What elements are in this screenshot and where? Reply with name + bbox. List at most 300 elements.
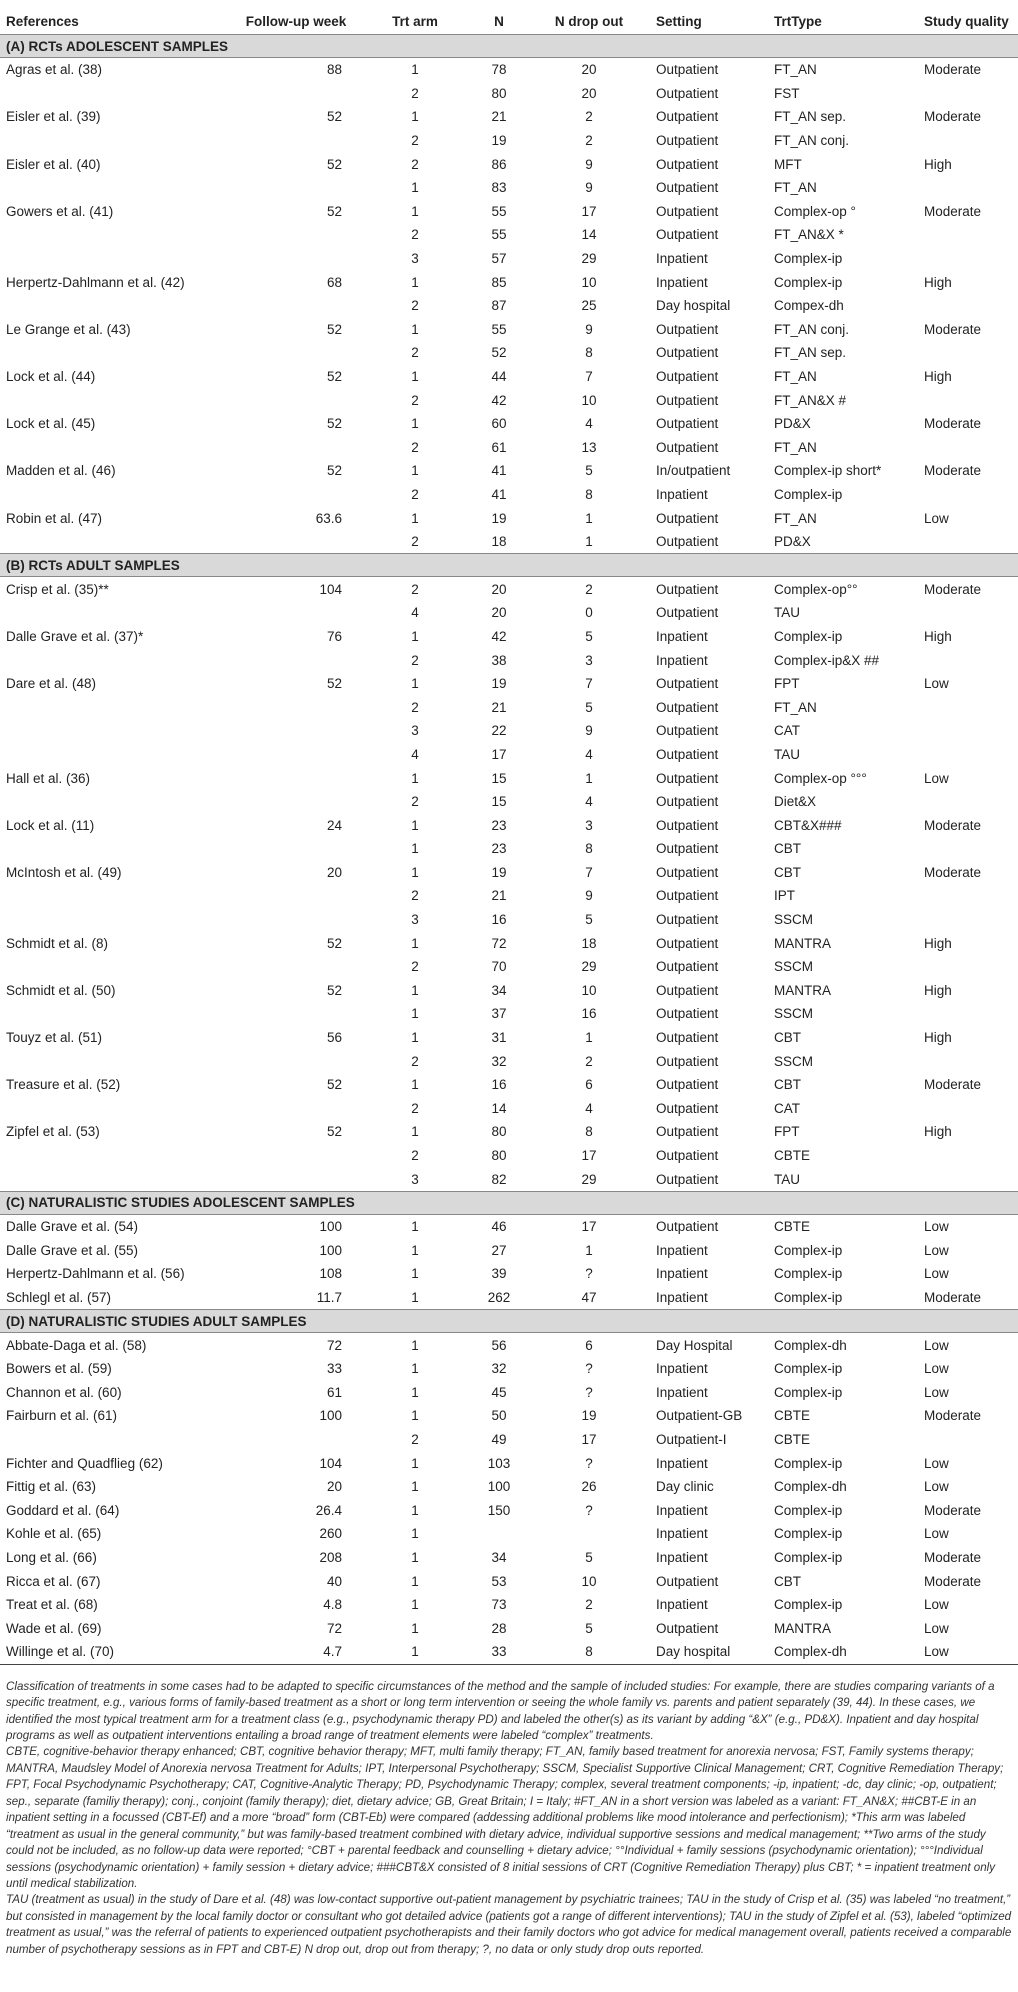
- cell-follow-up-week: 61: [326, 1384, 342, 1400]
- cell-setting: Outpatient: [656, 1100, 719, 1116]
- cell-reference: Bowers et al. (59): [6, 1361, 112, 1377]
- cell-trt-arm: 2: [411, 888, 419, 904]
- cell-setting: Outpatient: [656, 1573, 719, 1589]
- cell-reference: Fittig et al. (63): [6, 1479, 97, 1495]
- cell-reference: Kohle et al. (65): [6, 1526, 102, 1542]
- table-row: [0, 1593, 1018, 1617]
- cell-trttype: Complex-ip: [774, 486, 843, 502]
- cell-n-drop-out: 9: [585, 321, 593, 337]
- table-row: [0, 1214, 1018, 1238]
- cell-n-drop-out: 8: [585, 1124, 593, 1140]
- table-row: [0, 1475, 1018, 1499]
- cell-trt-arm: 1: [411, 109, 419, 125]
- cell-study-quality: [918, 176, 1018, 200]
- cell-n: 19: [491, 133, 507, 149]
- cell-study-quality: High: [924, 1124, 952, 1140]
- cell-n: 262: [487, 1289, 511, 1305]
- cell-trttype: Complex-ip: [774, 251, 843, 267]
- cell-study-quality: [918, 483, 1018, 507]
- cell-trttype: FT_AN sep.: [774, 345, 847, 361]
- table-row: [0, 365, 1018, 389]
- cell-n: 14: [491, 1100, 507, 1116]
- cell-study-quality: Low: [924, 1361, 949, 1377]
- cell-trt-arm: 2: [411, 959, 419, 975]
- cell-study-quality: [918, 82, 1018, 106]
- cell-setting: Inpatient: [656, 1549, 708, 1565]
- cell-study-quality: [918, 129, 1018, 153]
- table-row: [0, 341, 1018, 365]
- cell-trt-arm: 1: [411, 1597, 419, 1613]
- cell-trt-arm: 2: [411, 581, 419, 597]
- cell-study-quality: Low: [924, 676, 949, 692]
- cell-trttype: PD&X: [774, 534, 811, 550]
- cell-setting: Outpatient: [656, 935, 719, 951]
- cell-reference: [0, 648, 232, 672]
- cell-follow-up-week: [232, 743, 360, 767]
- cell-follow-up-week: [232, 1167, 360, 1191]
- cell-follow-up-week: 52: [326, 109, 342, 125]
- cell-n: 39: [491, 1266, 507, 1282]
- cell-setting: Inpatient: [656, 1455, 708, 1471]
- cell-trt-arm: 2: [411, 439, 419, 455]
- cell-follow-up-week: [232, 1002, 360, 1026]
- cell-trttype: PD&X: [774, 416, 811, 432]
- cell-trttype: FPT: [774, 676, 800, 692]
- cell-follow-up-week: [232, 601, 360, 625]
- cell-n: 83: [491, 180, 507, 196]
- cell-trttype: FT_AN: [774, 180, 817, 196]
- table-row: [0, 318, 1018, 342]
- cell-n: 34: [491, 1549, 507, 1565]
- cell-n: 15: [491, 770, 507, 786]
- cell-n-drop-out: 29: [581, 1171, 597, 1187]
- cell-trt-arm: 1: [411, 676, 419, 692]
- cell-follow-up-week: [232, 483, 360, 507]
- cell-reference: Herpertz-Dahlmann et al. (56): [6, 1266, 185, 1282]
- cell-setting: Day clinic: [656, 1479, 714, 1495]
- table-footnotes: [0, 1665, 1018, 1959]
- table-row: [0, 270, 1018, 294]
- cell-trttype: Complex-dh: [774, 1479, 847, 1495]
- cell-n-drop-out: 18: [581, 935, 597, 951]
- cell-trt-arm: 1: [411, 982, 419, 998]
- cell-n-drop-out: 1: [585, 770, 593, 786]
- cell-trt-arm: 3: [411, 251, 419, 267]
- table-row: [0, 247, 1018, 271]
- cell-follow-up-week: 33: [326, 1361, 342, 1377]
- cell-trttype: SSCM: [774, 912, 814, 928]
- cell-study-quality: [918, 1428, 1018, 1452]
- cell-n: 100: [487, 1479, 511, 1495]
- cell-trt-arm: 1: [411, 180, 419, 196]
- cell-n: 32: [491, 1361, 507, 1377]
- cell-trt-arm: 3: [411, 723, 419, 739]
- cell-follow-up-week: [232, 908, 360, 932]
- cell-reference: Lock et al. (11): [6, 817, 95, 833]
- cell-follow-up-week: [232, 436, 360, 460]
- cell-reference: Crisp et al. (35)**: [6, 581, 109, 597]
- cell-trt-arm: 1: [411, 935, 419, 951]
- table-row: [0, 719, 1018, 743]
- cell-n: 31: [491, 1030, 507, 1046]
- cell-trttype: Complex-ip: [774, 1597, 843, 1613]
- cell-setting: Outpatient: [656, 1053, 719, 1069]
- header-study-quality: Study quality: [924, 13, 1009, 29]
- cell-study-quality: Low: [924, 770, 949, 786]
- cell-reference: Schmidt et al. (50): [6, 982, 116, 998]
- cell-reference: [0, 908, 232, 932]
- cell-trt-arm: 1: [411, 1242, 419, 1258]
- cell-reference: Abbate-Daga et al. (58): [6, 1337, 147, 1353]
- cell-trt-arm: 2: [411, 1431, 419, 1447]
- cell-n-drop-out: 2: [585, 1597, 593, 1613]
- cell-n: 41: [491, 486, 507, 502]
- cell-setting: Inpatient: [656, 1289, 708, 1305]
- header-row: [0, 8, 1018, 35]
- cell-follow-up-week: 26.4: [315, 1502, 342, 1518]
- cell-n-drop-out: 7: [585, 369, 593, 385]
- cell-study-quality: [918, 648, 1018, 672]
- cell-trttype: Complex-dh: [768, 1640, 918, 1664]
- cell-setting: Outpatient: [656, 1006, 719, 1022]
- cell-n: 70: [491, 959, 507, 975]
- cell-follow-up-week: 104: [319, 1455, 342, 1471]
- cell-study-quality: Low: [924, 1266, 949, 1282]
- cell-trt-arm: 1: [411, 1549, 419, 1565]
- cell-follow-up-week: 100: [319, 1242, 342, 1258]
- cell-n: 52: [491, 345, 507, 361]
- cell-setting: Outpatient: [656, 345, 719, 361]
- cell-n-drop-out: 3: [585, 652, 593, 668]
- cell-follow-up-week: 88: [326, 62, 342, 78]
- cell-trt-arm: 1: [411, 841, 419, 857]
- cell-n-drop-out: 2: [585, 109, 593, 125]
- cell-study-quality: High: [924, 628, 952, 644]
- header-setting: Setting: [656, 13, 702, 29]
- cell-trt-arm: 2: [411, 1148, 419, 1164]
- cell-n: 18: [491, 534, 507, 550]
- table-row: [0, 979, 1018, 1003]
- cell-reference: Willinge et al. (70): [0, 1640, 232, 1664]
- cell-follow-up-week: [232, 790, 360, 814]
- cell-n: 57: [491, 251, 507, 267]
- cell-study-quality: High: [924, 274, 952, 290]
- cell-reference: Lock et al. (44): [6, 369, 96, 385]
- cell-setting: Inpatient: [656, 1526, 708, 1542]
- table-row: [0, 1097, 1018, 1121]
- table-row: [0, 58, 1018, 82]
- cell-study-quality: [918, 695, 1018, 719]
- cell-n-drop-out: 1: [585, 510, 593, 526]
- cell-study-quality: Moderate: [924, 203, 982, 219]
- cell-n-drop-out: ?: [585, 1266, 593, 1282]
- cell-trttype: CBTE: [774, 1148, 811, 1164]
- cell-reference: [0, 1428, 232, 1452]
- cell-trt-arm: 2: [411, 298, 419, 314]
- cell-follow-up-week: 52: [326, 321, 342, 337]
- table-row: [0, 695, 1018, 719]
- cell-n: 49: [491, 1431, 507, 1447]
- cell-n: 17: [491, 746, 507, 762]
- cell-n-drop-out: [528, 1522, 650, 1546]
- cell-reference: [0, 294, 232, 318]
- cell-reference: [0, 601, 232, 625]
- cell-trt-arm: 1: [411, 463, 419, 479]
- cell-n: 72: [491, 935, 507, 951]
- cell-trttype: FT_AN: [774, 369, 817, 385]
- cell-n: 19: [491, 510, 507, 526]
- cell-setting: Outpatient: [656, 959, 719, 975]
- section-title: (A) RCTs ADOLESCENT SAMPLES: [0, 35, 1018, 58]
- cell-n-drop-out: 10: [581, 274, 597, 290]
- cell-trt-arm: 1: [411, 1289, 419, 1305]
- header-n: N: [494, 13, 504, 29]
- cell-trt-arm: 2: [411, 1100, 419, 1116]
- cell-n: 85: [491, 274, 507, 290]
- cell-setting: Inpatient: [656, 274, 708, 290]
- cell-reference: Hall et al. (36): [6, 770, 91, 786]
- cell-n-drop-out: 13: [581, 439, 597, 455]
- cell-follow-up-week: [232, 1144, 360, 1168]
- cell-n-drop-out: 17: [581, 1219, 597, 1235]
- cell-n: 21: [491, 699, 507, 715]
- cell-study-quality: Moderate: [924, 581, 982, 597]
- cell-n: 33: [470, 1640, 528, 1664]
- cell-trttype: SSCM: [774, 1053, 814, 1069]
- cell-reference: [0, 719, 232, 743]
- cell-n-drop-out: 4: [585, 746, 593, 762]
- table-row: [0, 1002, 1018, 1026]
- cell-trt-arm: 1: [360, 1640, 470, 1664]
- cell-trttype: FT_AN&X *: [774, 227, 844, 243]
- cell-setting: Outpatient: [656, 864, 719, 880]
- cell-n-drop-out: 29: [581, 959, 597, 975]
- cell-study-quality: [918, 223, 1018, 247]
- table-row: [0, 129, 1018, 153]
- cell-trttype: MFT: [774, 156, 802, 172]
- cell-n-drop-out: 19: [581, 1408, 597, 1424]
- cell-trt-arm: 4: [411, 605, 419, 621]
- cell-study-quality: High: [924, 935, 952, 951]
- cell-setting: Outpatient-GB: [656, 1408, 743, 1424]
- cell-trt-arm: 1: [411, 628, 419, 644]
- cell-setting: Outpatient: [656, 510, 719, 526]
- cell-n: 23: [491, 841, 507, 857]
- cell-reference: Agras et al. (38): [6, 62, 103, 78]
- cell-n: 20: [491, 581, 507, 597]
- cell-trt-arm: 1: [411, 203, 419, 219]
- cell-trttype: SSCM: [774, 959, 814, 975]
- cell-follow-up-week: 100: [319, 1408, 342, 1424]
- cell-n: 44: [491, 369, 507, 385]
- table-row: [0, 483, 1018, 507]
- cell-study-quality: [918, 1049, 1018, 1073]
- cell-follow-up-week: 52: [326, 156, 342, 172]
- table-row: [0, 1451, 1018, 1475]
- section-title: (B) RCTs ADULT SAMPLES: [0, 554, 1018, 577]
- cell-trttype: Diet&X: [774, 794, 817, 810]
- cell-setting: Outpatient: [656, 1077, 719, 1093]
- cell-n-drop-out: 20: [581, 62, 597, 78]
- cell-trttype: CBTE: [774, 1431, 811, 1447]
- cell-setting: Outpatient: [656, 369, 719, 385]
- table-row: [0, 82, 1018, 106]
- cell-setting: Outpatient: [656, 794, 719, 810]
- header-trttype: TrtType: [774, 13, 822, 29]
- cell-n-drop-out: 17: [581, 203, 597, 219]
- cell-reference: Fairburn et al. (61): [6, 1408, 118, 1424]
- cell-n: 46: [491, 1219, 507, 1235]
- cell-study-quality: Low: [924, 1526, 949, 1542]
- cell-trttype: FST: [774, 85, 800, 101]
- cell-n-drop-out: 9: [585, 723, 593, 739]
- cell-n-drop-out: 2: [585, 133, 593, 149]
- cell-study-quality: High: [924, 1030, 952, 1046]
- cell-reference: Channon et al. (60): [6, 1384, 122, 1400]
- cell-trt-arm: 2: [411, 345, 419, 361]
- cell-reference: Le Grange et al. (43): [6, 321, 131, 337]
- table-row: [0, 1428, 1018, 1452]
- cell-trt-arm: 1: [411, 274, 419, 290]
- cell-trt-arm: 1: [411, 1620, 419, 1636]
- cell-reference: Treat et al. (68): [6, 1597, 98, 1613]
- cell-n-drop-out: ?: [585, 1361, 593, 1377]
- cell-reference: Treasure et al. (52): [6, 1077, 121, 1093]
- cell-n: 78: [491, 62, 507, 78]
- cell-n-drop-out: 17: [581, 1431, 597, 1447]
- cell-study-quality: Moderate: [924, 109, 982, 125]
- cell-study-quality: [918, 719, 1018, 743]
- cell-trttype: CBT&X###: [774, 817, 842, 833]
- cell-n-drop-out: 7: [585, 676, 593, 692]
- cell-study-quality: Moderate: [924, 817, 982, 833]
- cell-n-drop-out: 9: [585, 180, 593, 196]
- cell-setting: Outpatient: [656, 746, 719, 762]
- cell-n: 73: [491, 1597, 507, 1613]
- cell-n: 150: [487, 1502, 511, 1518]
- table-row: [0, 388, 1018, 412]
- cell-study-quality: [918, 1002, 1018, 1026]
- table-row: [0, 1569, 1018, 1593]
- table-row: [0, 648, 1018, 672]
- cell-trt-arm: 1: [411, 1455, 419, 1471]
- cell-study-quality: [918, 530, 1018, 554]
- cell-n: 56: [491, 1337, 507, 1353]
- cell-setting: Outpatient: [656, 1148, 719, 1164]
- cell-trt-arm: 1: [411, 770, 419, 786]
- cell-reference: Dalle Grave et al. (37)*: [6, 628, 144, 644]
- table-row: [0, 1404, 1018, 1428]
- table-row: [0, 813, 1018, 837]
- cell-follow-up-week: 260: [319, 1526, 342, 1542]
- cell-n-drop-out: 5: [585, 463, 593, 479]
- cell-n-drop-out: 5: [585, 699, 593, 715]
- cell-reference: Ricca et al. (67): [6, 1573, 101, 1589]
- cell-reference: Herpertz-Dahlmann et al. (42): [6, 274, 185, 290]
- cell-n: 20: [491, 605, 507, 621]
- section-header-row: [0, 1191, 1018, 1214]
- cell-n: 38: [491, 652, 507, 668]
- cell-follow-up-week: [232, 884, 360, 908]
- cell-trt-arm: 1: [411, 1526, 419, 1542]
- cell-follow-up-week: 63.6: [315, 510, 342, 526]
- cell-trttype: CBT: [774, 1573, 801, 1589]
- table-row: [0, 1522, 1018, 1546]
- cell-n: 45: [491, 1384, 507, 1400]
- cell-trttype: FT_AN conj.: [774, 321, 850, 337]
- cell-trt-arm: 2: [411, 794, 419, 810]
- table-row: [0, 625, 1018, 649]
- table-row: [0, 459, 1018, 483]
- cell-reference: Long et al. (66): [6, 1549, 97, 1565]
- cell-setting: Outpatient: [656, 912, 719, 928]
- cell-reference: Madden et al. (46): [6, 463, 116, 479]
- cell-trttype: FPT: [774, 1124, 800, 1140]
- table-row: [0, 861, 1018, 885]
- cell-follow-up-week: 208: [319, 1549, 342, 1565]
- cell-n-drop-out: 4: [585, 1100, 593, 1116]
- cell-reference: [0, 247, 232, 271]
- cell-trttype: Complex-op °°°: [774, 770, 867, 786]
- cell-trt-arm: 1: [411, 369, 419, 385]
- cell-trt-arm: 1: [411, 1361, 419, 1377]
- cell-follow-up-week: 11.7: [316, 1289, 342, 1305]
- cell-reference: [0, 341, 232, 365]
- cell-reference: [0, 530, 232, 554]
- cell-n: 19: [491, 864, 507, 880]
- cell-reference: [0, 837, 232, 861]
- cell-setting: Outpatient: [656, 203, 719, 219]
- cell-reference: [0, 483, 232, 507]
- cell-n: 16: [491, 912, 507, 928]
- footnote-paragraph: TAU (treatment as usual) in the study of Dare et al. (48) was low-contact supportive out-patient management by psychiatric trainees; TAU in the study of Crisp et al. (35) was labeled “no treatment,” but consisted in management by the local family doctor or consultant who got detailed advice (patients got a range of different interventions); TAU in the study of Zipfel et al. (53), labeled “optimized treatment as usual,” was the referral of patients to experienced outpatient psychotherapists and their family doctors who got advice for medical management overall, patients received a comparable number of psychotherapy sessions as in FPT and CBT-E) N drop out, drop out from therapy; ?, no data or only study drop outs reported.: [6, 1893, 1012, 1956]
- cell-n-drop-out: 8: [585, 841, 593, 857]
- cell-follow-up-week: [232, 955, 360, 979]
- cell-study-quality: Moderate: [924, 1573, 982, 1589]
- cell-reference: Dare et al. (48): [6, 676, 97, 692]
- cell-n-drop-out: ?: [585, 1455, 593, 1471]
- section-header-row: [0, 554, 1018, 577]
- cell-reference: Dalle Grave et al. (55): [6, 1242, 139, 1258]
- cell-follow-up-week: 68: [326, 274, 342, 290]
- cell-n-drop-out: 8: [585, 486, 593, 502]
- cell-n: [470, 1522, 528, 1546]
- cell-follow-up-week: 4.7: [232, 1640, 360, 1664]
- cell-study-quality: Moderate: [924, 1289, 982, 1305]
- cell-study-quality: [918, 884, 1018, 908]
- cell-n: 21: [491, 888, 507, 904]
- cell-follow-up-week: 104: [319, 581, 342, 597]
- table-row: [0, 1073, 1018, 1097]
- cell-reference: [0, 1167, 232, 1191]
- cell-trttype: CBTE: [774, 1219, 811, 1235]
- cell-study-quality: [918, 1097, 1018, 1121]
- table-row: [0, 908, 1018, 932]
- table-row: [0, 766, 1018, 790]
- cell-setting: Outpatient: [656, 227, 719, 243]
- cell-follow-up-week: 52: [326, 463, 342, 479]
- cell-n-drop-out: 1: [585, 534, 593, 550]
- table-row: [0, 837, 1018, 861]
- cell-study-quality: High: [924, 369, 952, 385]
- table-row: [0, 1616, 1018, 1640]
- cell-n-drop-out: 20: [581, 85, 597, 101]
- cell-follow-up-week: 52: [326, 1124, 342, 1140]
- cell-trttype: FT_AN&X #: [774, 392, 847, 408]
- cell-study-quality: [918, 1144, 1018, 1168]
- cell-n: 80: [491, 1124, 507, 1140]
- cell-study-quality: Low: [918, 1640, 1018, 1664]
